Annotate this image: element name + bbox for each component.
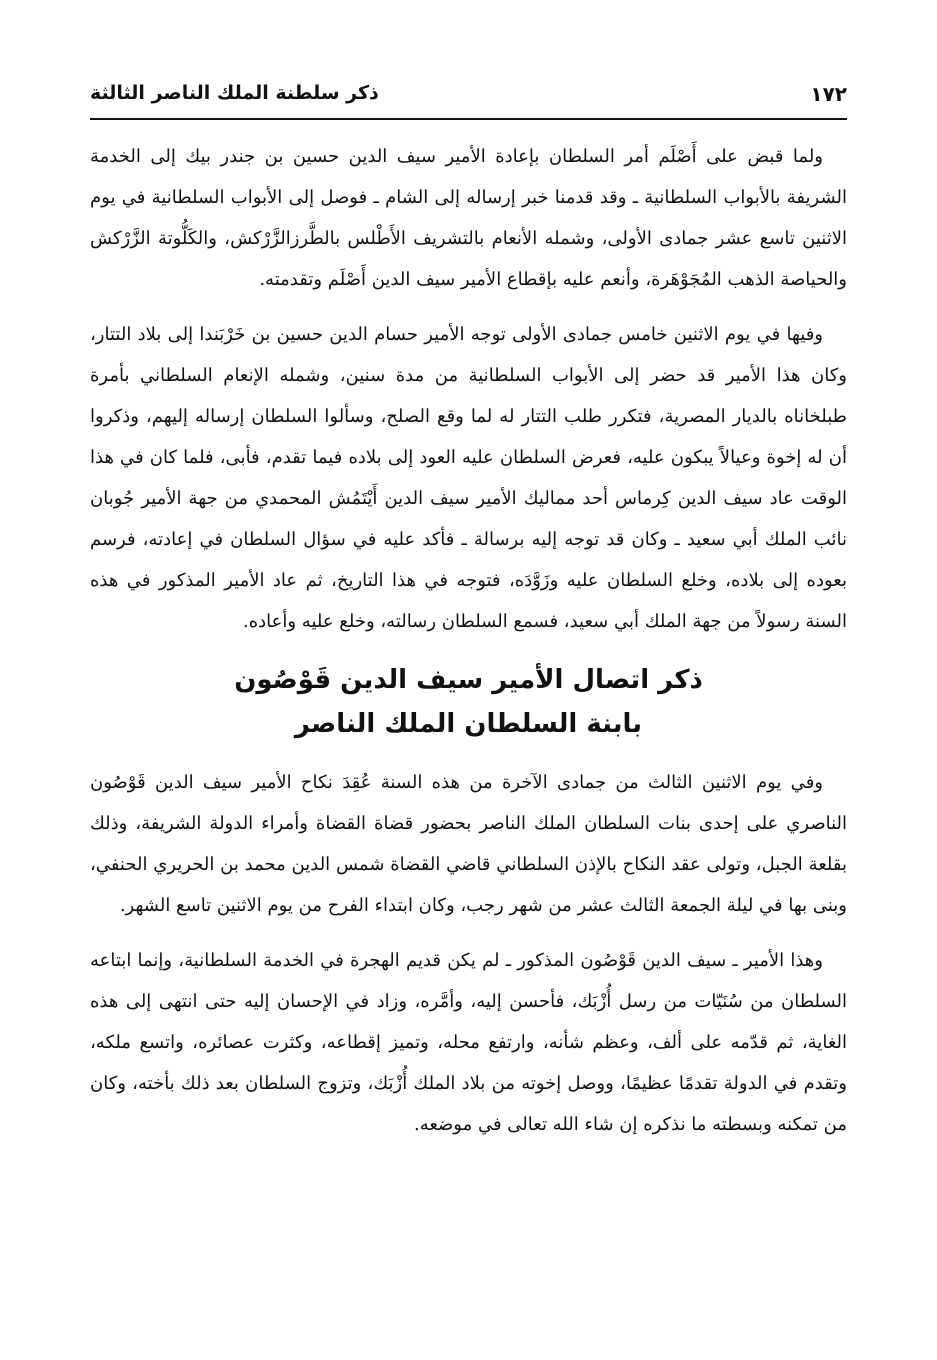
paragraph: وفي يوم الاثنين الثالث من جمادى الآخرة من هذه السنة عُقِدَ نكاح الأمير سيف الدين قَوْصُون الناصري على إحدى بنات السلطان الملك الناصر بحضور قضاة القضاة وأمراء الدولة الشريفة، وذلك بقلعة الجبل، وتولى عقد النكاح بالإذن السلطاني قاضي القضاة شمس الدين محمد بن الحريري الحنفي، وبنى بها في ليلة الجمعة الثالث عشر من شهر رجب، وكان ابتداء الفرح من يوم الاثنين تاسع الشهر.	[90, 772, 847, 916]
running-title: ذكر سلطنة الملك الناصر الثالثة	[90, 82, 379, 104]
paragraph: وفيها في يوم الاثنين خامس جمادى الأولى توجه الأمير حسام الدين حسين بن خَرْبَندا إلى بلاد التتار، وكان هذا الأمير قد حضر إلى الأبواب السلطانية من مدة سنين، وشمله الإنعام السلطاني بأمرة طبلخاناه بالديار المصرية، فتكرر طلب التتار له لما وقع الصلح، وسألوا السلطان إرساله إليهم، وذكروا أن له إخوة وعيالاً يبكون عليه، فعرض السلطان عليه العود إلى بلاده فيما تقدم، فأبى، فلما كان في هذا الوقت عاد سيف الدين كِرماس أحد مماليك الأمير سيف الدين أَيْتَمُش المحمدي من جهة الأمير جُوبان نائب الملك أبي سعيد ـ وكان قد توجه إليه برسالة ـ فأكد عليه في سؤال السلطان في إعادته، فرسم بعوده إلى بلاده، وخلع السلطان عليه وزَوَّدَه، فتوجه في هذا التاريخ، ثم عاد الأمير المذكور في هذه السنة رسولاً من جهة الملك أبي سعيد، فسمع السلطان رسالته، وخلع عليه وأعاده.	[90, 324, 847, 632]
paragraph: ولما قبض على أَصْلَم أمر السلطان بإعادة الأمير سيف الدين حسين بن جندر بيك إلى الخدمة الشريفة بالأبواب السلطانية ـ وقد قدمنا خبر إرساله إلى الشام ـ فوصل إلى الأبواب السلطانية في يوم الاثنين تاسع عشر جمادى الأولى، وشمله الأنعام بالتشريف الأَطْلس بالطَّرزالزَّرْكش، والكَلُّوتة الزَّرْكش والحياصة الذهب المُجَوْهَرة، وأنعم عليه بإقطاع الأمير سيف الدين أَصْلَم وتقدمته.	[90, 146, 847, 290]
section-heading-line: بابنة السلطان الملك الناصر	[294, 709, 643, 739]
page-number: ١٧٢	[810, 82, 847, 106]
header-rule	[90, 118, 847, 120]
page-header	[90, 78, 847, 118]
paragraph: وهذا الأمير ـ سيف الدين قَوْصُون المذكور ـ لم يكن قديم الهجرة في الخدمة السلطانية، وإنما ابتاعه السلطان من سُنَيّات من رسل أُزْبَك، فأحسن إليه، وأمَّره، وزاد في الإحسان إليه حتى انتهى إلى هذه الغاية، ثم قدّمه على ألف، وعظم شأنه، وارتفع محله، وتميز إقطاعه، وكثرت عصائره، واتسع ملكه، وتقدم في الدولة تقدمًا عظيمًا، ووصل إخوته من بلاد الملك أُزْبَك، وتزوج السلطان بعد ذلك بأخته، وكان من تمكنه وبسطته ما نذكره إن شاء الله تعالى في موضعه.	[90, 950, 847, 1135]
section-heading-line: ذكر اتصال الأمير سيف الدين قَوْصُون	[234, 665, 703, 695]
page-body	[90, 136, 847, 1159]
section-heading	[90, 658, 847, 746]
